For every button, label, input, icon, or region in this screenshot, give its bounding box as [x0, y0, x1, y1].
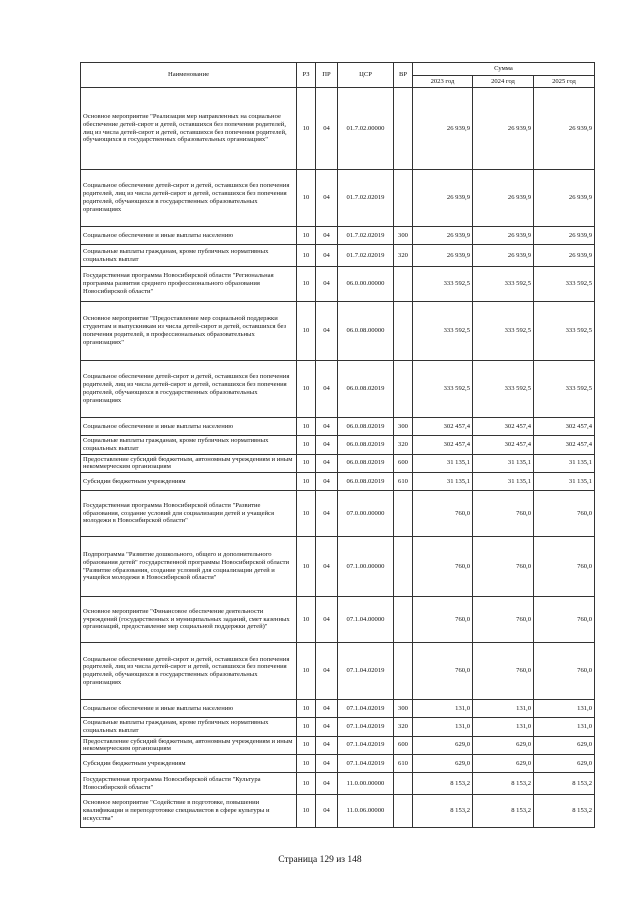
row-sum-2024: 131,0	[473, 718, 534, 737]
row-sum-2024: 629,0	[473, 755, 534, 773]
row-sum-2023: 760,0	[413, 537, 473, 597]
row-rz: 10	[297, 597, 316, 643]
page-number: Страница 129 из 148	[278, 855, 362, 865]
row-name: Социальные выплаты гражданам, кроме публичных нормативных социальных выплат	[81, 245, 297, 267]
row-sum-2025: 8 153,2	[534, 773, 595, 795]
row-sum-2023: 629,0	[413, 755, 473, 773]
header-2025: 2025 год	[534, 76, 595, 88]
row-sum-2024: 131,0	[473, 700, 534, 718]
row-sum-2023: 131,0	[413, 700, 473, 718]
budget-table	[80, 62, 595, 828]
row-csr: 06.0.08.02019	[338, 436, 394, 455]
header-2024: 2024 год	[473, 76, 534, 88]
row-pr: 04	[316, 491, 338, 537]
table-row	[81, 700, 595, 718]
row-name: Субсидии бюджетным учреждениям	[81, 755, 297, 773]
row-pr: 04	[316, 795, 338, 828]
row-sum-2024: 302 457,4	[473, 418, 534, 436]
row-rz: 10	[297, 361, 316, 418]
row-sum-2023: 333 592,5	[413, 302, 473, 361]
row-name: Государственная программа Новосибирской области "Развитие образования, создание условий для социализации детей и учащейся молодежи в Новосибирской области"	[81, 491, 297, 537]
row-sum-2025: 333 592,5	[534, 267, 595, 302]
row-vr: 320	[394, 436, 413, 455]
row-vr	[394, 491, 413, 537]
row-csr: 06.0.08.02019	[338, 454, 394, 473]
row-csr: 11.0.00.00000	[338, 773, 394, 795]
row-vr	[394, 88, 413, 170]
row-pr: 04	[316, 418, 338, 436]
row-name: Социальное обеспечение детей-сирот и детей, оставшихся без попечения родителей, лиц из числа детей-сирот и детей, оставшихся без попечения родителей, обучающихся в государственных образовательных организациях	[81, 170, 297, 227]
row-name: Социальное обеспечение и иные выплаты населению	[81, 227, 297, 245]
row-sum-2025: 760,0	[534, 491, 595, 537]
row-sum-2024: 760,0	[473, 643, 534, 700]
table-row	[81, 88, 595, 170]
row-vr: 610	[394, 473, 413, 491]
row-pr: 04	[316, 454, 338, 473]
row-sum-2025: 26 939,9	[534, 227, 595, 245]
row-rz: 10	[297, 473, 316, 491]
row-pr: 04	[316, 227, 338, 245]
row-vr: 610	[394, 755, 413, 773]
row-sum-2025: 333 592,5	[534, 361, 595, 418]
row-vr	[394, 773, 413, 795]
row-rz: 10	[297, 537, 316, 597]
row-name: Субсидии бюджетным учреждениям	[81, 473, 297, 491]
row-vr: 300	[394, 700, 413, 718]
row-sum-2024: 760,0	[473, 537, 534, 597]
row-name: Основное мероприятие "Содействие в подготовке, повышении квалификации и переподготовке специалистов в сфере культуры и искусства"	[81, 795, 297, 828]
row-rz: 10	[297, 454, 316, 473]
row-vr	[394, 795, 413, 828]
row-sum-2023: 8 153,2	[413, 795, 473, 828]
row-pr: 04	[316, 718, 338, 737]
row-sum-2023: 26 939,9	[413, 170, 473, 227]
row-sum-2024: 8 153,2	[473, 795, 534, 828]
row-name: Социальное обеспечение детей-сирот и детей, оставшихся без попечения родителей, лиц из числа детей-сирот и детей, оставшихся без попечения родителей, обучающихся в государственных образовательных организациях	[81, 361, 297, 418]
row-sum-2023: 302 457,4	[413, 418, 473, 436]
row-sum-2024: 333 592,5	[473, 302, 534, 361]
row-sum-2024: 26 939,9	[473, 245, 534, 267]
row-sum-2023: 31 135,1	[413, 473, 473, 491]
row-name: Социальное обеспечение и иные выплаты населению	[81, 700, 297, 718]
row-sum-2025: 26 939,9	[534, 88, 595, 170]
table-row	[81, 473, 595, 491]
row-sum-2023: 302 457,4	[413, 436, 473, 455]
row-vr	[394, 537, 413, 597]
row-pr: 04	[316, 473, 338, 491]
row-name: Основное мероприятие "Предоставление мер социальной поддержки студентам и выпускникам из числа детей-сирот и детей, оставшихся без попечения родителей, в профессиональных образовательных организациях"	[81, 302, 297, 361]
row-vr: 600	[394, 454, 413, 473]
row-name: Государственная программа Новосибирской области "Региональная программа развития среднего профессионального образования Новосибирской области"	[81, 267, 297, 302]
row-rz: 10	[297, 245, 316, 267]
row-sum-2025: 26 939,9	[534, 245, 595, 267]
row-rz: 10	[297, 773, 316, 795]
row-sum-2025: 26 939,9	[534, 170, 595, 227]
table-row	[81, 418, 595, 436]
row-csr: 07.0.00.00000	[338, 491, 394, 537]
row-name: Социальное обеспечение детей-сирот и детей, оставшихся без попечения родителей, лиц из числа детей-сирот и детей, оставшихся без попечения родителей, обучающихся в государственных образовательных организациях	[81, 643, 297, 700]
table-row	[81, 773, 595, 795]
table-row	[81, 643, 595, 700]
table-row	[81, 795, 595, 828]
row-rz: 10	[297, 170, 316, 227]
row-vr	[394, 643, 413, 700]
row-name: Предоставление субсидий бюджетным, автономным учреждениям и иным некоммерческим организациям	[81, 736, 297, 755]
row-sum-2025: 302 457,4	[534, 436, 595, 455]
table-row	[81, 537, 595, 597]
row-sum-2024: 302 457,4	[473, 436, 534, 455]
row-sum-2023: 31 135,1	[413, 454, 473, 473]
row-sum-2024: 26 939,9	[473, 227, 534, 245]
row-csr: 07.1.04.02019	[338, 755, 394, 773]
row-csr: 07.1.04.02019	[338, 700, 394, 718]
table-row	[81, 491, 595, 537]
table-row	[81, 267, 595, 302]
row-csr: 01.7.02.02019	[338, 245, 394, 267]
row-name: Социальные выплаты гражданам, кроме публичных нормативных социальных выплат	[81, 718, 297, 737]
row-sum-2025: 131,0	[534, 700, 595, 718]
row-rz: 10	[297, 491, 316, 537]
row-sum-2023: 629,0	[413, 736, 473, 755]
row-rz: 10	[297, 302, 316, 361]
row-csr: 06.0.08.00000	[338, 302, 394, 361]
row-sum-2024: 760,0	[473, 491, 534, 537]
row-pr: 04	[316, 773, 338, 795]
header-vr: ВР	[394, 63, 413, 88]
row-csr: 06.0.08.02019	[338, 418, 394, 436]
row-sum-2024: 26 939,9	[473, 170, 534, 227]
row-vr	[394, 361, 413, 418]
row-sum-2024: 26 939,9	[473, 88, 534, 170]
row-pr: 04	[316, 755, 338, 773]
row-sum-2024: 629,0	[473, 736, 534, 755]
header-csr: ЦСР	[338, 63, 394, 88]
header-rz: РЗ	[297, 63, 316, 88]
row-csr: 01.7.02.00000	[338, 88, 394, 170]
table-row	[81, 302, 595, 361]
row-pr: 04	[316, 170, 338, 227]
row-sum-2025: 8 153,2	[534, 795, 595, 828]
row-rz: 10	[297, 227, 316, 245]
row-csr: 11.0.06.00000	[338, 795, 394, 828]
row-rz: 10	[297, 418, 316, 436]
table-row	[81, 454, 595, 473]
row-vr: 320	[394, 245, 413, 267]
row-pr: 04	[316, 88, 338, 170]
row-vr	[394, 170, 413, 227]
table-row	[81, 597, 595, 643]
row-csr: 06.0.08.02019	[338, 473, 394, 491]
row-sum-2023: 131,0	[413, 718, 473, 737]
row-name: Подпрограмма "Развитие дошкольного, общего и дополнительного образования детей" государственной программы Новосибирской области "Развитие образования, создание условий для социализации детей и учащейся молодежи в Новосибирской области"	[81, 537, 297, 597]
table-row	[81, 436, 595, 455]
row-rz: 10	[297, 643, 316, 700]
row-sum-2024: 31 135,1	[473, 454, 534, 473]
row-rz: 10	[297, 736, 316, 755]
row-name: Социальное обеспечение и иные выплаты населению	[81, 418, 297, 436]
table-row	[81, 755, 595, 773]
table-row	[81, 361, 595, 418]
row-sum-2024: 760,0	[473, 597, 534, 643]
row-sum-2025: 31 135,1	[534, 473, 595, 491]
row-rz: 10	[297, 267, 316, 302]
row-csr: 07.1.04.02019	[338, 643, 394, 700]
row-rz: 10	[297, 795, 316, 828]
row-name: Основное мероприятие "Реализация мер направленных на социальное обеспечение детей-сирот и детей, оставшихся без попечения родителей, лиц из числа детей-сирот и детей, оставшихся без попечения родителей, обучающихся в государственных образовательных организациях"	[81, 88, 297, 170]
row-sum-2024: 8 153,2	[473, 773, 534, 795]
row-sum-2025: 760,0	[534, 537, 595, 597]
row-pr: 04	[316, 361, 338, 418]
table-header	[81, 63, 595, 88]
row-sum-2023: 760,0	[413, 643, 473, 700]
table-row	[81, 227, 595, 245]
row-sum-2025: 131,0	[534, 718, 595, 737]
row-csr: 07.1.00.00000	[338, 537, 394, 597]
row-sum-2025: 629,0	[534, 736, 595, 755]
table-row	[81, 245, 595, 267]
row-sum-2023: 333 592,5	[413, 267, 473, 302]
row-vr	[394, 597, 413, 643]
row-vr: 600	[394, 736, 413, 755]
row-sum-2024: 31 135,1	[473, 473, 534, 491]
row-sum-2025: 31 135,1	[534, 454, 595, 473]
row-vr: 300	[394, 227, 413, 245]
header-pr: ПР	[316, 63, 338, 88]
row-sum-2023: 8 153,2	[413, 773, 473, 795]
row-sum-2025: 333 592,5	[534, 302, 595, 361]
row-csr: 01.7.02.02019	[338, 170, 394, 227]
row-vr	[394, 267, 413, 302]
row-name: Социальные выплаты гражданам, кроме публичных нормативных социальных выплат	[81, 436, 297, 455]
row-sum-2024: 333 592,5	[473, 361, 534, 418]
row-pr: 04	[316, 537, 338, 597]
row-name: Основное мероприятие "Финансовое обеспечение деятельности учреждений (государственных и муниципальных заданий, смет казенных организаций, предоставление мер социальной поддержки детей)"	[81, 597, 297, 643]
row-name: Предоставление субсидий бюджетным, автономным учреждениям и иным некоммерческим организациям	[81, 454, 297, 473]
row-sum-2023: 760,0	[413, 597, 473, 643]
row-sum-2025: 629,0	[534, 755, 595, 773]
row-rz: 10	[297, 436, 316, 455]
header-sum: Сумма	[413, 63, 595, 76]
row-rz: 10	[297, 700, 316, 718]
row-pr: 04	[316, 597, 338, 643]
row-vr	[394, 302, 413, 361]
table-row	[81, 736, 595, 755]
row-name: Государственная программа Новосибирской области "Культура Новосибирской области"	[81, 773, 297, 795]
row-rz: 10	[297, 718, 316, 737]
row-csr: 06.0.00.00000	[338, 267, 394, 302]
header-2023: 2023 год	[413, 76, 473, 88]
row-csr: 07.1.04.02019	[338, 718, 394, 737]
row-csr: 06.0.08.02019	[338, 361, 394, 418]
row-pr: 04	[316, 643, 338, 700]
row-sum-2023: 26 939,9	[413, 227, 473, 245]
row-sum-2023: 760,0	[413, 491, 473, 537]
row-vr: 320	[394, 718, 413, 737]
row-rz: 10	[297, 755, 316, 773]
row-pr: 04	[316, 436, 338, 455]
row-sum-2025: 302 457,4	[534, 418, 595, 436]
row-vr: 300	[394, 418, 413, 436]
row-pr: 04	[316, 700, 338, 718]
table-row	[81, 718, 595, 737]
row-csr: 07.1.04.02019	[338, 736, 394, 755]
row-pr: 04	[316, 267, 338, 302]
table-body	[81, 88, 595, 828]
row-csr: 01.7.02.02019	[338, 227, 394, 245]
row-pr: 04	[316, 302, 338, 361]
row-sum-2023: 26 939,9	[413, 245, 473, 267]
row-pr: 04	[316, 245, 338, 267]
table-row	[81, 170, 595, 227]
row-sum-2025: 760,0	[534, 597, 595, 643]
row-sum-2025: 760,0	[534, 643, 595, 700]
header-name: Наименование	[81, 63, 297, 88]
row-sum-2023: 333 592,5	[413, 361, 473, 418]
row-rz: 10	[297, 88, 316, 170]
row-sum-2024: 333 592,5	[473, 267, 534, 302]
row-sum-2023: 26 939,9	[413, 88, 473, 170]
row-csr: 07.1.04.00000	[338, 597, 394, 643]
row-pr: 04	[316, 736, 338, 755]
